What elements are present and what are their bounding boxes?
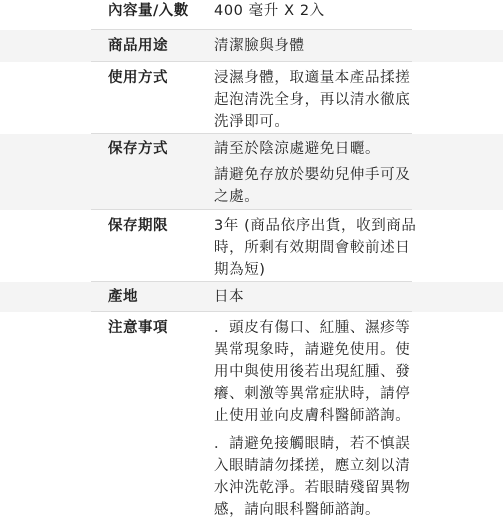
spec-value-line: 400 毫升 X 2入 <box>214 3 325 19</box>
spec-value-line: 清潔臉與身體 <box>214 38 305 54</box>
spec-label-storage: 保存方式 <box>108 141 168 157</box>
spec-value-line: 時，所剩有效期間會較前述日 <box>214 240 411 256</box>
spec-value-line: 癢、刺激等異常症狀時，請停 <box>214 386 411 402</box>
spec-value-line: 洗淨即可。 <box>214 114 290 130</box>
spec-value-line: 浸濕身體，取適量本產品揉搓 <box>214 70 411 86</box>
spec-value-line: 起泡清洗全身，再以清水徹底 <box>214 92 411 108</box>
spec-label-cautions: 注意事項 <box>108 320 168 336</box>
spec-value-line: 請避免存放於嬰幼兒伸手可及 <box>214 167 411 183</box>
spec-row-cautions <box>0 312 503 518</box>
spec-label-usage: 使用方式 <box>108 70 168 86</box>
spec-label-purpose: 商品用途 <box>108 38 168 54</box>
spec-value-expiry <box>214 215 417 281</box>
spec-value-storage <box>214 138 411 208</box>
spec-row-expiry <box>0 210 503 282</box>
spec-value-cautions <box>214 317 411 521</box>
spec-value-line: 用中與使用後若出現紅腫、發 <box>214 364 411 380</box>
spec-value-line: 日本 <box>214 289 245 305</box>
spec-value-quantity <box>214 0 390 22</box>
spec-row-storage <box>0 134 503 210</box>
spec-row-quantity <box>0 0 503 30</box>
spec-row-origin <box>0 282 503 312</box>
spec-label-quantity: 內容量/入數 <box>108 3 189 19</box>
spec-value-line: 異常現象時，請避免使用。使 <box>214 342 411 358</box>
spec-value-line: 水沖洗乾淨。若眼睛殘留異物 <box>214 480 411 496</box>
spec-value-line: 之處。 <box>214 189 260 205</box>
spec-value-line: ．頭皮有傷口、紅腫、濕疹等 <box>214 320 411 336</box>
spec-row-usage <box>0 62 503 134</box>
spec-value-purpose <box>214 35 390 57</box>
spec-row-purpose <box>0 30 503 62</box>
spec-value-line: 止使用並向皮膚科醫師諮詢。 <box>214 408 411 424</box>
spec-label-expiry: 保存期限 <box>108 218 168 234</box>
spec-value-line: ．請避免接觸眼睛，若不慎誤 <box>214 436 411 452</box>
spec-value-line: 入眼睛請勿揉搓，應立刻以清 <box>214 458 411 474</box>
spec-value-line: 期為短) <box>214 262 266 278</box>
spec-value-line: 感，請向眼科醫師諮詢。 <box>214 502 381 518</box>
spec-value-usage <box>214 67 411 133</box>
spec-value-line: 請至於陰涼處避免日曬。 <box>214 141 381 157</box>
spec-value-origin <box>214 286 390 308</box>
spec-value-line: 3年 (商品依序出貨，收到商品 <box>214 218 417 234</box>
spec-label-origin: 產地 <box>108 289 138 305</box>
